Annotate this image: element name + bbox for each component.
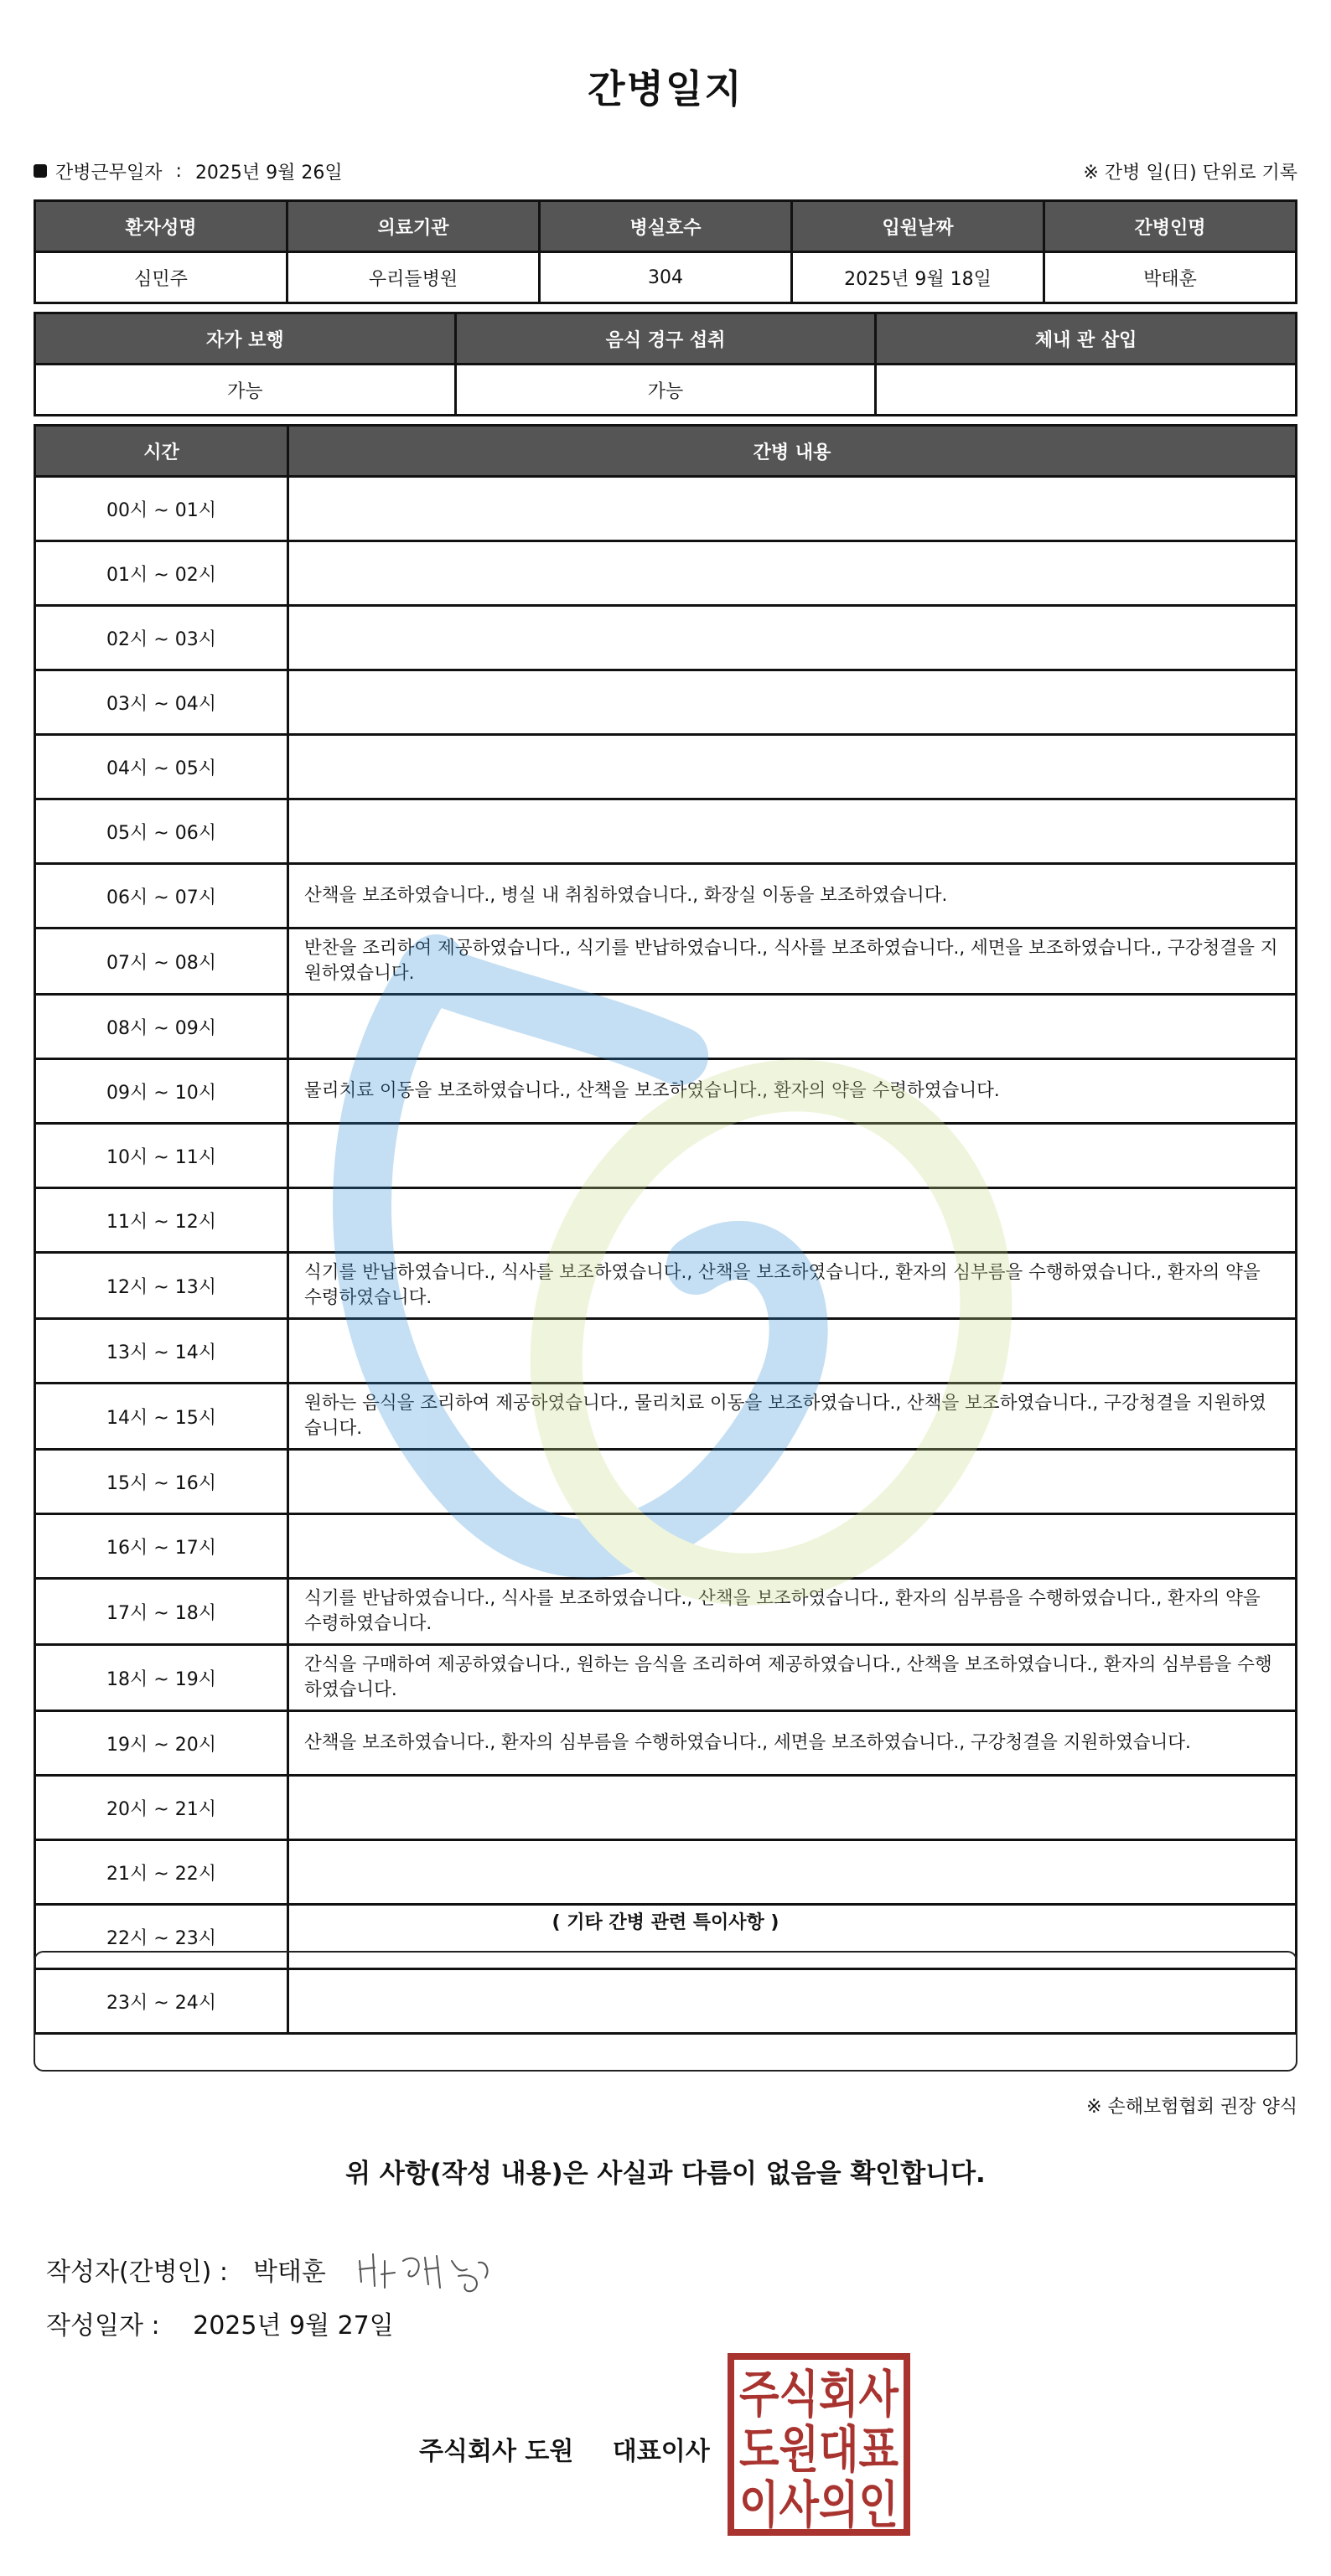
watermark-logo [302,913,1056,1651]
header-hospital: 의료기관 [287,201,540,252]
care-content: 식기를 반납하였습니다., 식사를 보조하였습니다., 산책을 보조하였습니다., 환자의 심부름을 수행하였습니다., 환자의 약을 수령하였습니다. [288,1579,1297,1645]
daily-record-note: ※ 간병 일(日) 단위로 기록 [1083,162,1297,184]
patient-name: 심민주 [35,252,287,303]
time-slot: 11시 ~ 12시 [35,1188,288,1253]
care-log-row [35,1776,1297,1840]
time-slot: 21시 ~ 22시 [35,1840,288,1905]
care-log-row [35,1711,1297,1776]
care-log-row [35,477,1297,541]
company-representative-title: 대표이사 [612,2437,710,2466]
svg-text:주식회사: 주식회사 [739,2366,899,2424]
time-slot: 01시 ~ 02시 [35,541,288,606]
header-patient-name: 환자성명 [35,201,287,252]
recommended-form-note: ※ 손해보험협회 권장 양식 [1086,2097,1297,2118]
header-oral-intake: 음식 경구 섭취 [455,313,876,365]
care-log-row [35,735,1297,799]
special-notes-box [34,1951,1297,2072]
time-slot: 10시 ~ 11시 [35,1124,288,1188]
care-content: 물리치료 이동을 보조하였습니다., 산책을 보조하였습니다., 환자의 약을 수령하였습니다. [288,1059,1297,1124]
care-log-row [35,541,1297,606]
written-date-label: 작성일자 : [46,2311,160,2341]
care-content [288,1776,1297,1840]
self-walking-value: 가능 [35,365,456,416]
svg-text:이사의인: 이사의인 [739,2476,899,2535]
care-content: 간식을 구매하여 제공하였습니다., 원하는 음식을 조리하여 제공하였습니다., 산책을 보조하였습니다., 환자의 심부름을 수행하였습니다. [288,1645,1297,1711]
care-content [288,735,1297,799]
time-slot: 09시 ~ 10시 [35,1059,288,1124]
admission-date: 2025년 9월 18일 [792,252,1044,303]
special-notes-title: ( 기타 간병 관련 특이사항 ) [552,1912,779,1933]
confirmation-statement: 위 사항(작성 내용)은 사실과 다름이 없음을 확인합니다. [345,2159,986,2189]
company-name: 주식회사 도원 [419,2437,574,2466]
company-seal-stamp [726,2351,912,2537]
work-date-separator: : [175,160,182,182]
time-slot: 02시 ~ 03시 [35,606,288,670]
header-caregiver-name: 간병인명 [1044,201,1297,252]
time-slot: 04시 ~ 05시 [35,735,288,799]
header-tube-insertion: 체내 관 삽입 [876,313,1297,365]
care-content: 식기를 반납하였습니다., 식사를 보조하였습니다., 산책을 보조하였습니다., 환자의 심부름을 수행하였습니다., 환자의 약을 수령하였습니다. [288,1253,1297,1319]
document-title: 간병일지 [588,66,743,111]
care-log-row [35,1645,1297,1711]
time-slot: 18시 ~ 19시 [35,1645,288,1711]
time-slot: 23시 ~ 24시 [35,1969,288,2034]
room-number: 304 [540,252,792,303]
header-self-walking: 자가 보행 [35,313,456,365]
care-content [288,799,1297,864]
written-date-row [46,2304,394,2341]
oral-intake-value: 가능 [455,365,876,416]
care-content: 산책을 보조하였습니다., 병실 내 취침하였습니다., 화장실 이동을 보조하였습니다. [288,864,1297,928]
time-slot: 07시 ~ 08시 [35,928,288,995]
care-content [288,477,1297,541]
square-bullet-icon [34,164,47,178]
svg-text:도원대표: 도원대표 [739,2421,899,2480]
time-slot: 17시 ~ 18시 [35,1579,288,1645]
time-slot: 12시 ~ 13시 [35,1253,288,1319]
care-log-row [35,606,1297,670]
time-slot: 14시 ~ 15시 [35,1384,288,1450]
time-slot: 00시 ~ 01시 [35,477,288,541]
patient-info-table [34,199,1297,304]
care-content: 반찬을 조리하여 제공하였습니다., 식기를 반납하였습니다., 식사를 보조하였습니다., 세면을 보조하였습니다., 구강청결을 지원하였습니다. [288,928,1297,995]
header-care-content: 간병 내용 [288,426,1297,477]
care-content: 산책을 보조하였습니다., 환자의 심부름을 수행하였습니다., 세면을 보조하였습니다., 구강청결을 지원하였습니다. [288,1711,1297,1776]
author-name: 박태훈 [252,2258,326,2287]
work-date-value: 2025년 9월 26일 [194,162,343,184]
handwritten-signature [351,2236,502,2303]
written-date-value: 2025년 9월 27일 [193,2311,394,2341]
care-log-row [35,799,1297,864]
author-label: 작성자(간병인) : [46,2258,228,2287]
header-room-number: 병실호수 [540,201,792,252]
time-slot: 22시 ~ 23시 [35,1905,288,1969]
work-date [34,158,343,184]
meta-row [34,156,1297,186]
care-content [288,606,1297,670]
time-slot: 06시 ~ 07시 [35,864,288,928]
time-slot: 19시 ~ 20시 [35,1711,288,1776]
care-log-row [35,670,1297,735]
hospital-name: 우리들병원 [287,252,540,303]
time-slot: 20시 ~ 21시 [35,1776,288,1840]
header-admission-date: 입원날짜 [792,201,1044,252]
work-date-label: 간병근무일자 [55,162,163,184]
time-slot: 08시 ~ 09시 [35,995,288,1059]
time-slot: 05시 ~ 06시 [35,799,288,864]
time-slot: 03시 ~ 04시 [35,670,288,735]
tube-insertion-value [876,365,1297,416]
caregiver-name: 박태훈 [1044,252,1297,303]
care-log-row [35,1840,1297,1905]
care-content: 원하는 음식을 조리하여 제공하였습니다., 물리치료 이동을 보조하였습니다., 산책을 보조하였습니다., 구강청결을 지원하였습니다. [288,1384,1297,1450]
author-row [46,2236,502,2303]
time-slot: 16시 ~ 17시 [35,1514,288,1579]
care-content [288,1840,1297,1905]
time-slot: 13시 ~ 14시 [35,1319,288,1384]
time-slot: 15시 ~ 16시 [35,1450,288,1514]
header-time: 시간 [35,426,288,477]
care-content [288,670,1297,735]
patient-status-table [34,312,1297,416]
care-content [288,541,1297,606]
watermark-blue-top [427,972,679,1056]
company-signoff [419,2430,710,2467]
